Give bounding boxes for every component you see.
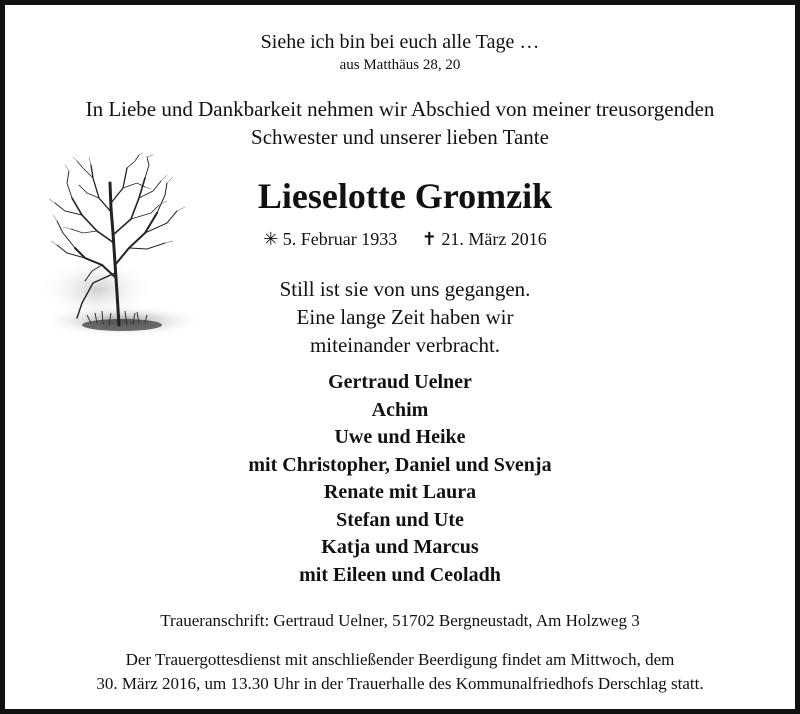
mourner: Uwe und Heike: [334, 426, 466, 448]
death-date: ✝ 21. März 2016: [421, 229, 547, 249]
poem-line: miteinander verbracht.: [309, 333, 501, 357]
mourner: Gertraud Uelner: [328, 371, 472, 393]
mourner: mit Eileen und Ceoladh: [299, 563, 501, 586]
service-line: Der Trauergottesdienst mit anschließender Beerdigung findet am Mittwoch, dem: [125, 650, 675, 669]
intro-line: Schwester und unserer lieben Tante: [251, 125, 549, 149]
mourner: Renate mit Laura: [323, 481, 477, 503]
service-line: 30. März 2016, um 13.30 Uhr in der Trauerhalle des Kommunalfriedhofs Derschlag statt.: [96, 674, 704, 693]
bible-verse: Siehe ich bin bei euch alle Tage …: [260, 31, 540, 53]
funeral-service-info: [5, 648, 795, 696]
mourners-list: [5, 369, 795, 589]
mourner: Stefan und Ute: [336, 508, 464, 531]
mourner: Achim: [371, 398, 429, 421]
condolence-address: Traueranschrift: Gertraud Uelner, 51702 Bergneustadt, Am Holzweg 3: [160, 611, 640, 630]
poem-line: Eine lange Zeit haben wir: [296, 305, 514, 329]
life-dates: [115, 229, 695, 250]
intro-line: In Liebe und Dankbarkeit nehmen wir Abschied von meiner treusorgenden: [85, 97, 715, 121]
deceased-name: Lieselotte Gromzik: [257, 176, 553, 216]
mourner: Katja und Marcus: [321, 536, 479, 558]
birth-date: ✳ 5. Februar 1933: [263, 229, 398, 249]
intro-text: [5, 95, 795, 151]
bible-verse-reference: aus Matthäus 28, 20: [339, 57, 461, 73]
poem-line: Still ist sie von uns gegangen.: [279, 277, 531, 301]
poem: [115, 275, 695, 359]
mourner: mit Christopher, Daniel und Svenja: [248, 453, 552, 476]
